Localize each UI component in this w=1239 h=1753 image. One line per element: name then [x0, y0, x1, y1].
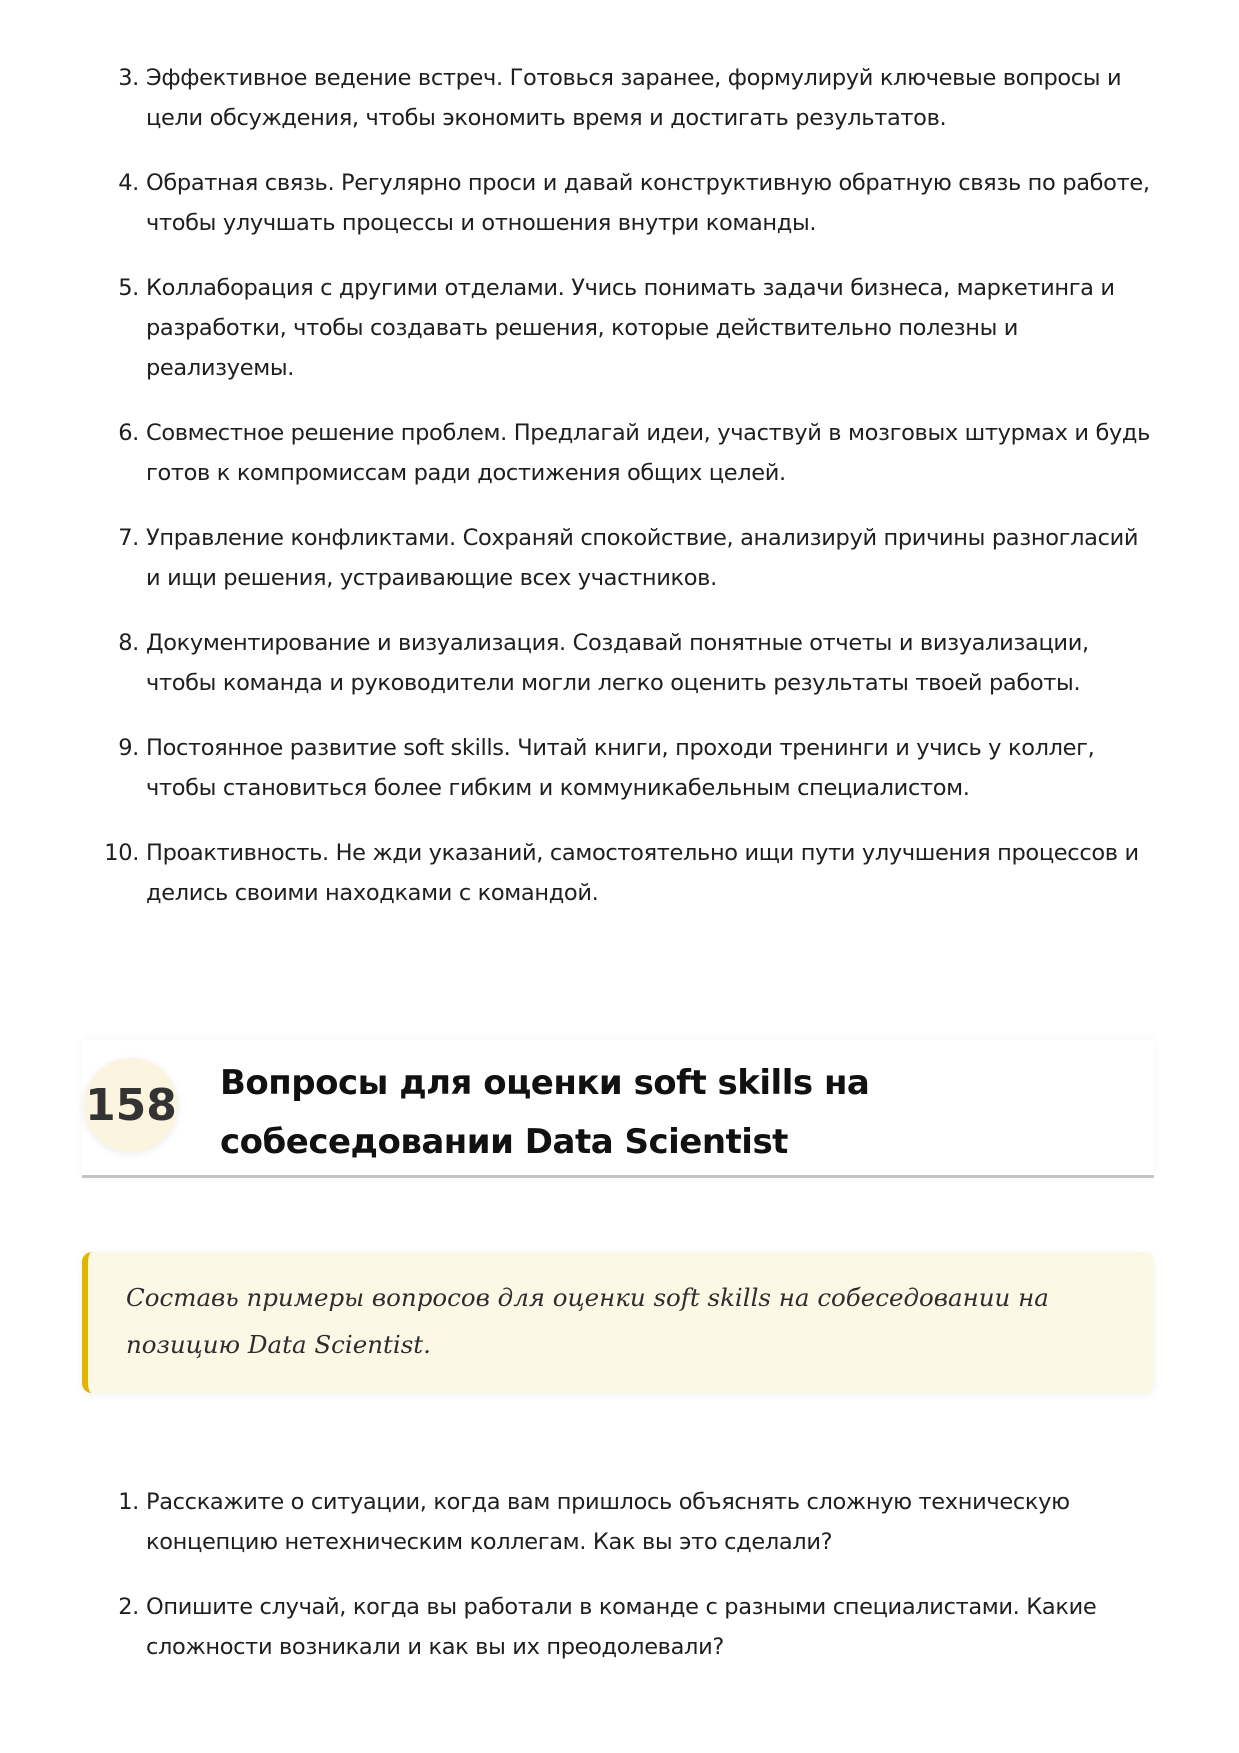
list-item-text: Расскажите о ситуации, когда вам пришлось объяснять сложную техническую концепцию нетехническим коллегам. Как вы это сделали?: [146, 1489, 1070, 1555]
list-item-number: 7.: [118, 525, 139, 551]
list-item-number: 8.: [118, 630, 139, 656]
list-item-number: 4.: [118, 170, 139, 196]
list-item: [0, 623, 1156, 703]
questions-list: [0, 1482, 1239, 1692]
list-item-text: Эффективное ведение встреч. Готовься заранее, формулируй ключевые вопросы и цели обсуждения, чтобы экономить время и достигать результатов.: [146, 65, 1122, 131]
list-item-number: 6.: [118, 420, 139, 446]
callout-text: Составь примеры вопросов для оценки soft skills на собеседовании на позицию Data Scientist.: [126, 1283, 1049, 1359]
list-item: [0, 833, 1156, 913]
section-header: [82, 1040, 1154, 1178]
list-item: [0, 1587, 1156, 1667]
list-item: [0, 518, 1156, 598]
list-item-number: 5.: [118, 275, 139, 301]
list-item-text: Постоянное развитие soft skills. Читай книги, проходи тренинги и учись у коллег, чтобы становиться более гибким и коммуникабельным специалистом.: [146, 735, 1095, 801]
list-item-text: Управление конфликтами. Сохраняй спокойствие, анализируй причины разногласий и ищи решения, устраивающие всех участников.: [146, 525, 1139, 591]
section-title: Вопросы для оценки soft skills на собеседовании Data Scientist: [220, 1063, 870, 1162]
list-item: [0, 163, 1156, 243]
list-item-text: Проактивность. Не жди указаний, самостоятельно ищи пути улучшения процессов и делись своими находками с командой.: [146, 840, 1139, 906]
tips-list: [0, 58, 1239, 938]
section-number-badge: 158: [84, 1058, 178, 1152]
list-item: [0, 268, 1156, 388]
list-item-number: 1.: [118, 1489, 139, 1515]
list-item: [0, 1482, 1156, 1562]
list-item-text: Совместное решение проблем. Предлагай идеи, участвуй в мозговых штурмах и будь готов к компромиссам ради достижения общих целей.: [146, 420, 1151, 486]
list-item: [0, 728, 1156, 808]
list-item-text: Обратная связь. Регулярно проси и давай конструктивную обратную связь по работе, чтобы улучшать процессы и отношения внутри команды.: [146, 170, 1150, 236]
list-item-text: Документирование и визуализация. Создавай понятные отчеты и визуализации, чтобы команда и руководители могли легко оценить результаты твоей работы.: [146, 630, 1089, 696]
list-item-text: Опишите случай, когда вы работали в команде с разными специалистами. Какие сложности возникали и как вы их преодолевали?: [146, 1594, 1097, 1660]
list-item-number: 10.: [104, 840, 139, 866]
list-item-number: 9.: [118, 735, 139, 761]
list-item: [0, 58, 1156, 138]
list-item-number: 3.: [118, 65, 139, 91]
list-item: [0, 413, 1156, 493]
task-callout: [82, 1252, 1154, 1393]
list-item-text: Коллаборация с другими отделами. Учись понимать задачи бизнеса, маркетинга и разработки, чтобы создавать решения, которые действительно полезны и реализуемы.: [146, 275, 1115, 381]
list-item-number: 2.: [118, 1594, 139, 1620]
